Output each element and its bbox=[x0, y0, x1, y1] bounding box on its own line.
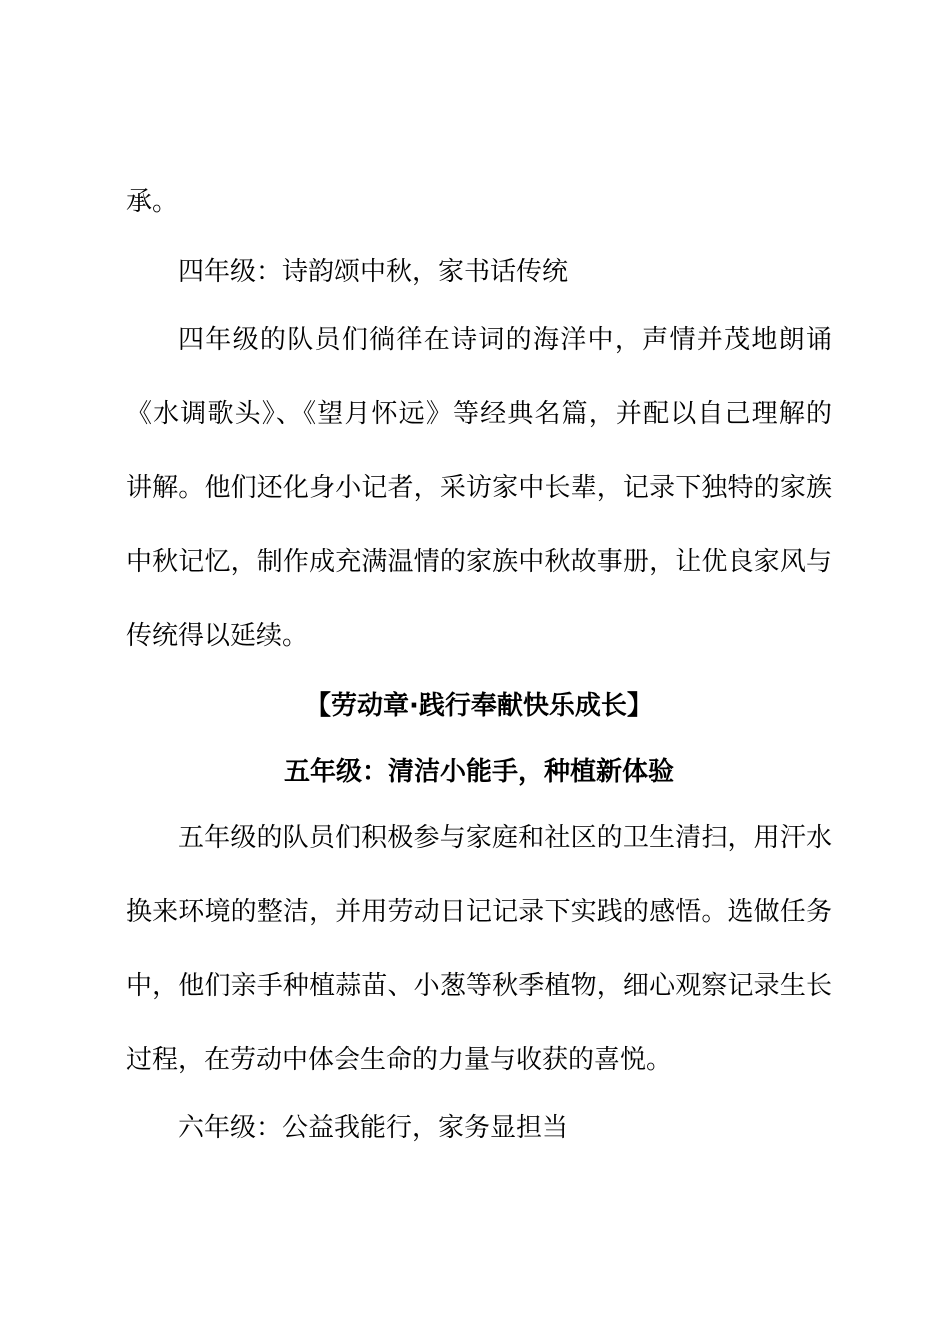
grade4-paragraph-line: 讲解。他们还化身小记者，采访家中长辈，记录下独特的家族 bbox=[126, 473, 832, 503]
grade4-heading: 四年级：诗韵颂中秋，家书话传统 bbox=[178, 257, 569, 287]
carryover-text: 承。 bbox=[126, 187, 179, 217]
grade5-heading: 五年级：清洁小能手，种植新体验 bbox=[283, 757, 674, 787]
grade5-paragraph-line: 五年级的队员们积极参与家庭和社区的卫生清扫，用汗水 bbox=[178, 823, 832, 853]
grade5-paragraph-line: 过程，在劳动中体会生命的力量与收获的喜悦。 bbox=[126, 1045, 673, 1075]
grade5-paragraph-line: 换来环境的整洁，并用劳动日记记录下实践的感悟。选做任务 bbox=[126, 897, 832, 927]
grade6-heading: 六年级：公益我能行，家务显担当 bbox=[178, 1113, 569, 1143]
section-title: 【劳动章·践行奉献快乐成长】 bbox=[305, 691, 653, 721]
grade4-paragraph-line: 《水调歌头》、《望月怀远》等经典名篇，并配以自己理解的 bbox=[126, 399, 832, 429]
grade4-paragraph-line: 传统得以延续。 bbox=[126, 621, 309, 651]
grade4-paragraph-line: 四年级的队员们徜徉在诗词的海洋中，声情并茂地朗诵 bbox=[178, 325, 832, 355]
grade5-paragraph-line: 中，他们亲手种植蒜苗、小葱等秋季植物，细心观察记录生长 bbox=[126, 971, 832, 1001]
grade4-paragraph-line: 中秋记忆，制作成充满温情的家族中秋故事册，让优良家风与 bbox=[126, 547, 832, 577]
